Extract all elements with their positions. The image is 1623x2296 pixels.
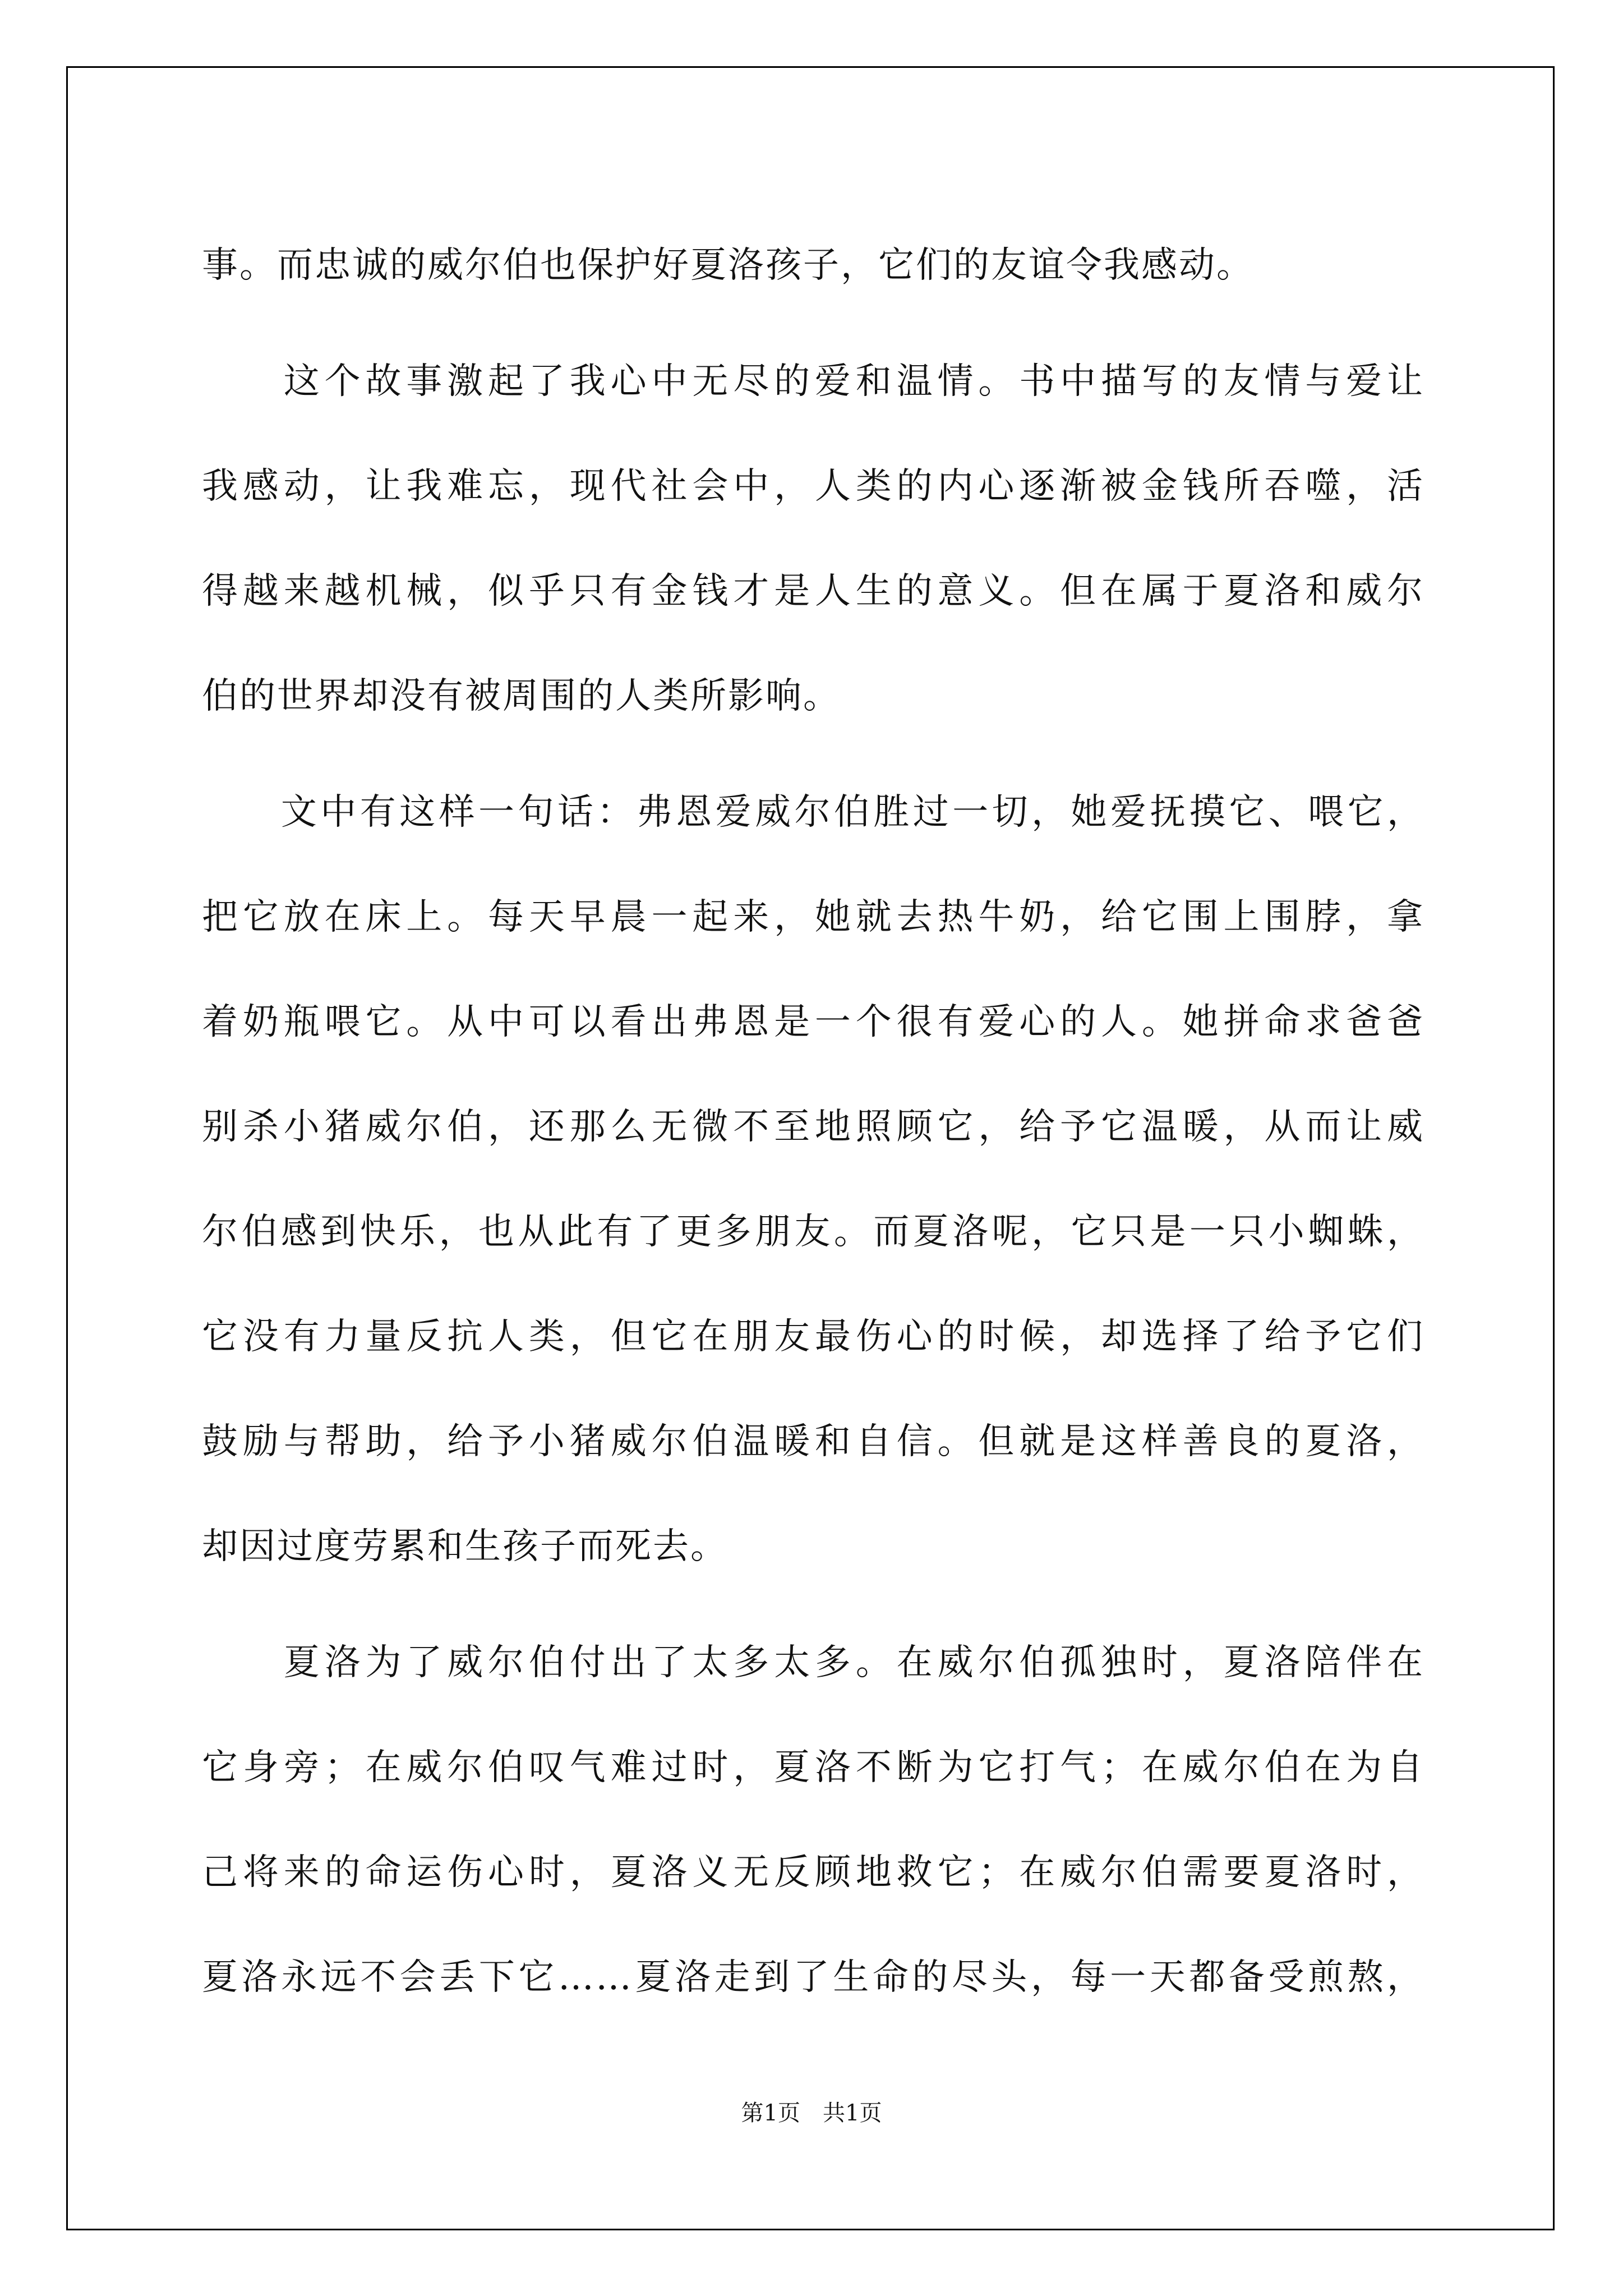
page-footer — [0, 2095, 1623, 2127]
text-line: 鼓励与帮助，给予小猪威尔伯温暖和自信。但就是这样善良的夏洛， — [202, 1421, 1424, 1462]
text-line: 却因过度劳累和生孩子而死去。 — [202, 1526, 728, 1567]
text-line: 己将来的命运伤心时，夏洛义无反顾地救它；在威尔伯需要夏洛时， — [202, 1852, 1424, 1893]
text-line: 伯的世界却没有被周围的人类所影响。 — [202, 675, 841, 717]
text-line: 我感动，让我难忘，现代社会中，人类的内心逐渐被金钱所吞噬，活 — [202, 466, 1424, 507]
document-body — [202, 213, 1424, 2030]
text-line: 夏洛永远不会丢下它……夏洛走到了生命的尽头，每一天都备受煎熬， — [202, 1957, 1424, 1998]
text-line: 它身旁；在威尔伯叹气难过时，夏洛不断为它打气；在威尔伯在为自 — [202, 1747, 1424, 1788]
text-line: 夏洛为了威尔伯付出了太多太多。在威尔伯孤独时，夏洛陪伴在 — [202, 1642, 1424, 1683]
text-line: 得越来越机械，似乎只有金钱才是人生的意义。但在属于夏洛和威尔 — [202, 570, 1424, 612]
text-line: 它没有力量反抗人类，但它在朋友最伤心的时候，却选择了给予它们 — [202, 1316, 1424, 1358]
text-line: 把它放在床上。每天早晨一起来，她就去热牛奶，给它围上围脖，拿 — [202, 896, 1424, 938]
text-line: 这个故事激起了我心中无尽的爱和温情。书中描写的友情与爱让 — [202, 361, 1424, 402]
text-line: 尔伯感到快乐，也从此有了更多朋友。而夏洛呢，它只是一只小蜘蛛， — [202, 1211, 1424, 1253]
text-line: 别杀小猪威尔伯，还那么无微不至地照顾它，给予它温暖，从而让威 — [202, 1106, 1424, 1148]
text-line: 着奶瓶喂它。从中可以看出弗恩是一个很有爱心的人。她拼命求爸爸 — [202, 1001, 1424, 1043]
text-line: 事。而忠诚的威尔伯也保护好夏洛孩子，它们的友谊令我感动。 — [202, 245, 1254, 286]
page-number-label: 第1页 共1页 — [741, 2100, 882, 2126]
text-line: 文中有这样一句话：弗恩爱威尔伯胜过一切，她爱抚摸它、喂它， — [202, 792, 1424, 833]
